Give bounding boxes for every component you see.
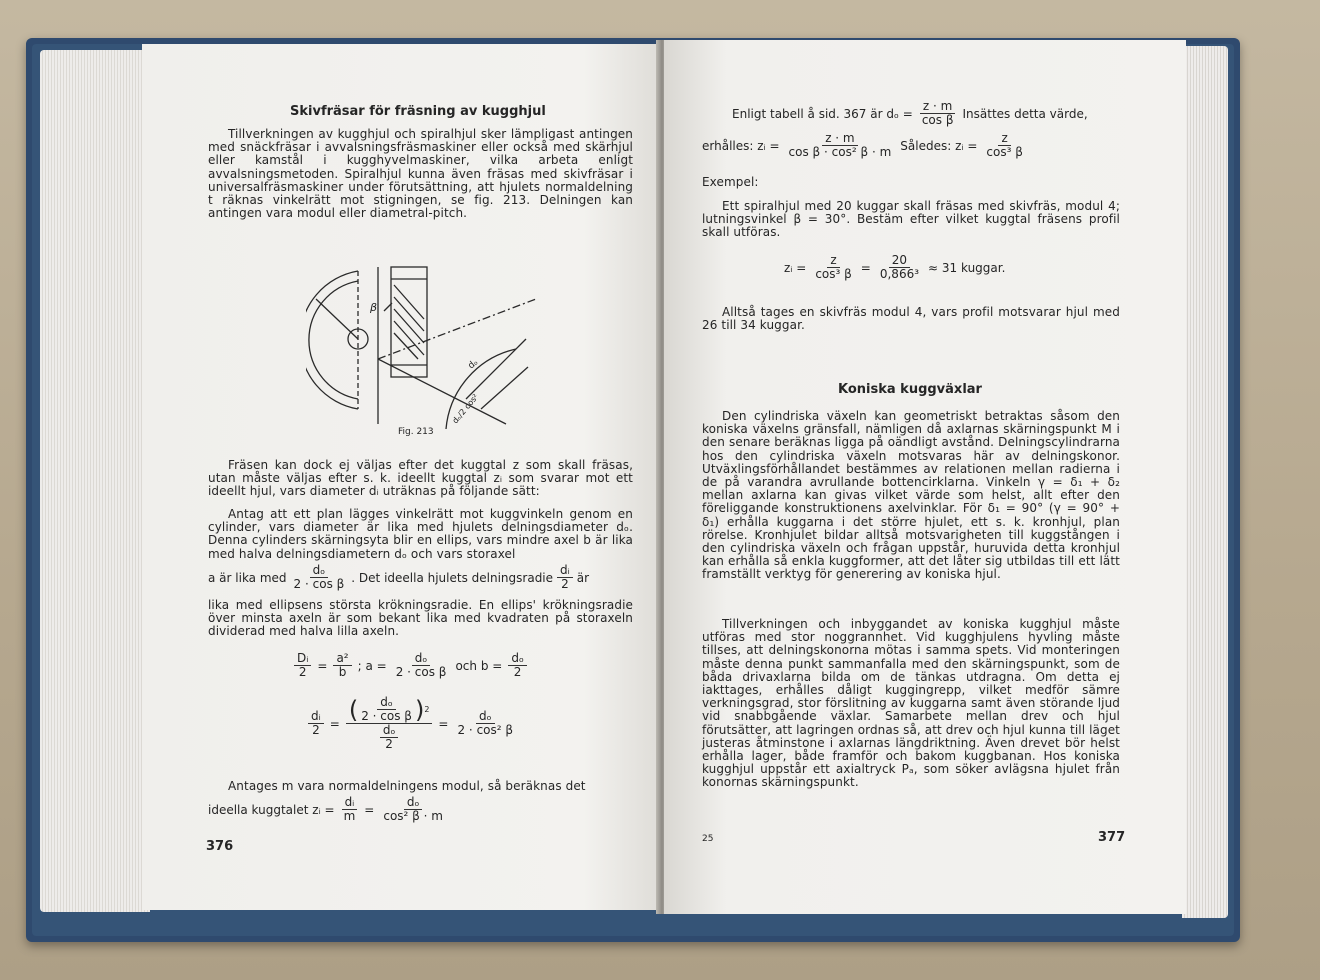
formula-line-2: erhålles: zᵢ = $\frac{z \cdot m}{\text{cos β · cos² β · m}}$ Således: zᵢ = $\frac{z}{\text{cos³ β}}$ bbox=[702, 131, 1023, 159]
paragraph: Fräsen kan dock ej väljas efter det kuggtal z som skall fräsas, utan måste väljas efter s. k. ideellt kuggtal zᵢ som svarar mot ett ideellt hjul, vars diameter dᵢ uträknas på följande sätt: bbox=[208, 458, 633, 499]
equation-3: ideella kuggtalet zᵢ = $\frac{\text{dᵢ}}{m}$ = $\frac{\text{dₒ}}{\text{cos² β · m}}$ bbox=[208, 795, 443, 823]
do-label: dₒ bbox=[466, 357, 481, 372]
equation-1: $\frac{\text{Dᵢ}}{2}$ = $\frac{\text{a²}}{b}$ ; a = $\frac{\text{dₒ}}{\text{2 · cos β}}$ och b = $\frac{\text{dₒ}}{2}$ bbox=[294, 652, 527, 679]
paragraph: Antag att ett plan lägges vinkelrätt mot kuggvinkeln genom en cylinder, vars diameter är lika med hjulets delningsdiameter dₒ. Denna cylinders skärningsyta blir en ellips, vars mindre axel b är lika med halva delningsdiametern dₒ och vars storaxel bbox=[208, 507, 633, 561]
paragraph: Tillverkningen av kugghjul och spiralhjul sker lämpligast antingen med snäckfräsar i avvalsningsfräsmaskiner eller också med skärhjul eller kamstål i kugghyvelmaskiner, vilka arbeta enligt avvalsningsmetoden. Spiralhjul kunna även fräsas med skivfräsar i universalfräsmaskiner under förutsättning, att hjulets normaldelning t räknas vinkelrätt mot stigningen, se fig. 213. Delningen kan antingen vara modul eller diametral-pitch. bbox=[208, 127, 633, 221]
page-number: 377 bbox=[1098, 830, 1126, 845]
paragraph: Antages m vara normaldelningens modul, så beräknas det bbox=[228, 779, 586, 793]
signature-mark: 25 bbox=[702, 834, 714, 844]
paragraph: Ett spiralhjul med 20 kuggar skall fräsas med skivfräs, modul 4; lutningsvinkel β = 30°. Bestäm efter vilket kuggtal fräsens profil skall utföras. bbox=[702, 199, 1120, 240]
page-number: 376 bbox=[206, 839, 234, 854]
inline-formula-line: a är lika med $\frac{\text{dₒ}}{\text{2 · cos β}}$ . Det ideella hjulets delningsradie $\frac{\text{dᵢ}}{2}$ är bbox=[208, 563, 590, 591]
page-edges-right bbox=[1182, 46, 1228, 918]
page-edges-left bbox=[40, 50, 150, 912]
right-page bbox=[664, 40, 1186, 914]
paragraph: Den cylindriska växeln kan geometriskt betraktas såsom den koniska växelns gränsfall, nämligen då axlarnas skärningspunkt M i den senare beräknas ligga på oändligt avstånd. Delningscylindrarna hos den cylindriska växeln motsvaras här av delningskonor. Utväxlingsförhållandet bestämmes av relationen mellan radierna i de på varandra avrullande bottencirklarna. Vinkeln γ = δ₁ + δ₂ mellan axlarna kan givas vilket värde som helst, allt efter den föreliggande konstruktionens axelvinklar. För δ₁ = 90° (γ = 90° + δ₁) erhålla kuggarna i det större hjulet, ett s. k. kronhjul, plan rörelse. Kronhjulet bildar alltså motsvarigheten till kuggstången i den cylindriska växeln och frågan uppstår, huruvida detta kronhjul kan erhålla så enkla kuggformer, att det låter sig utbildas till ett lätt framställt verktyg för generering av koniska hjul. bbox=[702, 409, 1120, 582]
paragraph: Tillverkningen och inbyggandet av koniska kugghjul måste utföras med stor noggrannhet. Vid kugghjulens hyvling måste tillses, att delningskonorna mötas i samma spets. Vid monteringen måste denna punkt sammanfalla med den skärningspunkt, som de båda drivaxlarna bilda om de tänkas utdragna. Om detta ej iakttages, erhålles dåligt kuggingrepp, vilket medför sämre verkningsgrad, stor förslitning av kuggarna samt även störande ljud vid snabbgående växlar. Samarbete mellan drev och hjul förutsätter, att lagringen ordnas så, att drev och hjul kunna till läget justeras åtminstone i axlarnas längdriktning. Även drevet bör helst erhålla lager, både framför och bakom kuggbanan. Hos koniska kugghjul uppstår ett axialtryck Pₐ, som söker avlägsna hjulet från konornas skärningspunkt. bbox=[702, 617, 1120, 790]
figure-caption: Fig. 213 bbox=[398, 427, 434, 437]
equation-example: zᵢ = $\frac{z}{\text{cos³ β}}$ = $\frac{20}{\text{0,866³}}$ ≈ 31 kuggar. bbox=[784, 253, 1006, 281]
figure-213 bbox=[306, 259, 546, 429]
paragraph: lika med ellipsens största krökningsradie. En ellips' krökningsradie över minsta axeln är som bekant lika med kvadraten på storaxeln dividerad med halva lilla axeln. bbox=[208, 598, 633, 639]
section-heading: Skivfräsar för fräsning av kugghjul bbox=[290, 104, 546, 119]
formula-line-1: Enligt tabell å sid. 367 är dₒ = $\frac{z \cdot m}{\text{cos β}}$ Insättes detta värde, bbox=[732, 99, 1088, 127]
beta-label: β bbox=[370, 301, 378, 314]
paragraph: Alltså tages en skivfräs modul 4, vars profil motsvarar hjul med 26 till 34 kuggar. bbox=[702, 305, 1120, 333]
equation-2: $\frac{\text{dᵢ}}{2}$ = ( $\frac{\text{dₒ}}{\text{2 · cos β}}$ ) 2 $\frac{\text{dₒ}}{2}$ = $\frac{\text{dₒ}}{\text{2 · cos² β}}$ bbox=[308, 696, 516, 751]
left-page bbox=[142, 44, 662, 910]
example-label: Exempel: bbox=[702, 175, 759, 189]
dcos-label: dₒ/2 cos² bbox=[450, 392, 481, 426]
section-heading: Koniska kuggväxlar bbox=[838, 382, 982, 397]
